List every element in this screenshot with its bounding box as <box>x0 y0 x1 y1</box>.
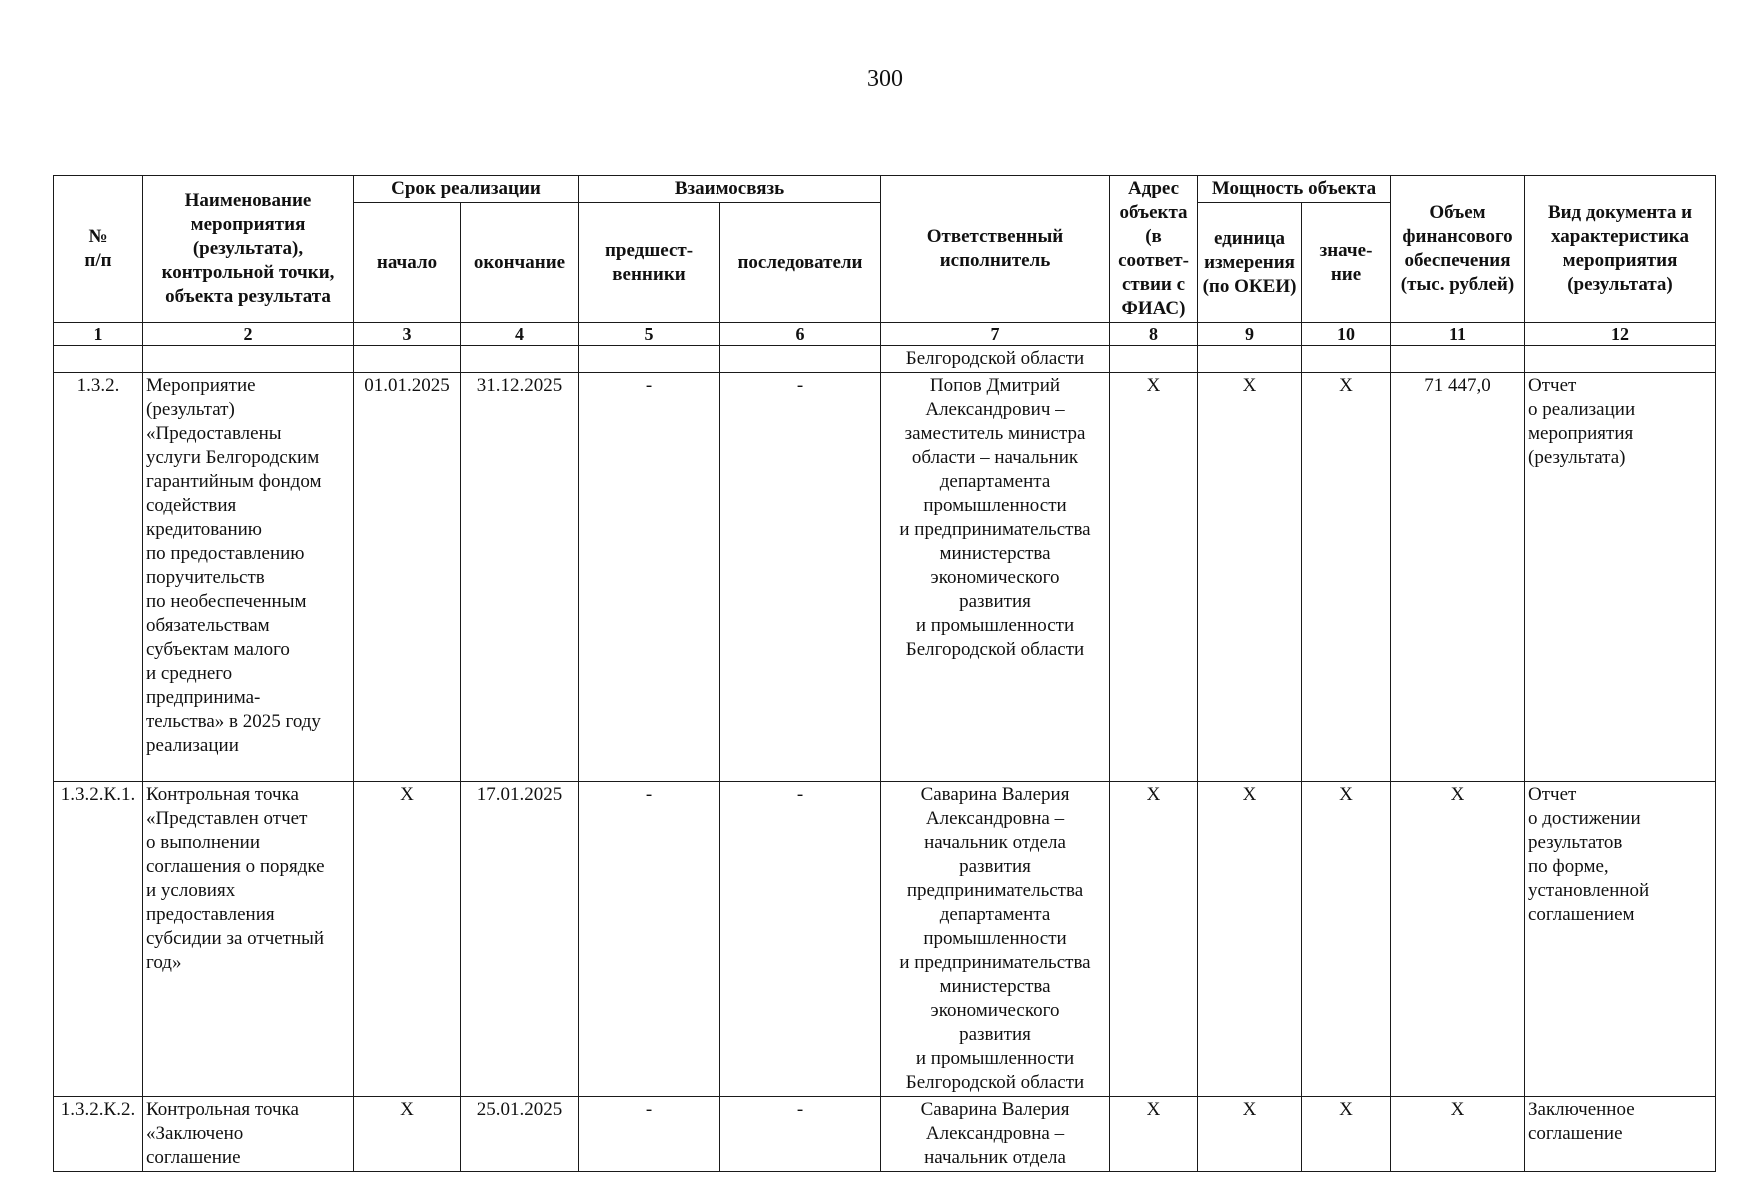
header-row-top <box>54 176 1716 203</box>
column-number: 7 <box>881 323 1110 346</box>
header-address: Адрес объекта (в соответ-ствии с ФИАС) <box>1110 176 1198 323</box>
row-responsible: Саварина Валерия Александровна – начальник отдела развития предпринимательства департамента промышленности и предпринимательства министерства экономического развития и промышленности Белгородской области <box>881 782 1110 1097</box>
row-predecessors: - <box>579 782 720 1097</box>
header-predecessors: предшест- венники <box>579 203 720 323</box>
row-finance: 71 447,0 <box>1391 373 1525 782</box>
row-doc-type: Отчет о достижении результатов по форме, установленной соглашением <box>1525 782 1716 1097</box>
table-row <box>54 373 1716 782</box>
row-address: X <box>1110 782 1198 1097</box>
table-row <box>54 782 1716 1097</box>
header-finance: Объем финансового обеспечения (тыс. рублей) <box>1391 176 1525 323</box>
row-name: Контрольная точка «Представлен отчет о выполнении соглашения о порядке и условиях предоставления субсидии за отчетный год» <box>143 782 354 1097</box>
row-successors: - <box>720 373 881 782</box>
row-start: 01.01.2025 <box>354 373 461 782</box>
column-number-row <box>54 323 1716 346</box>
header-link-group: Взаимосвязь <box>579 176 881 203</box>
header-successors: последователи <box>720 203 881 323</box>
column-number: 10 <box>1302 323 1391 346</box>
column-number: 8 <box>1110 323 1198 346</box>
continuation-row <box>54 346 1716 373</box>
row-successors: - <box>720 1097 881 1172</box>
row-responsible: Попов Дмитрий Александрович – заместитель министра области – начальник департамента промышленности и предпринимательства министерства экономического развития и промышленности Белгородской области <box>881 373 1110 782</box>
row-value: X <box>1302 782 1391 1097</box>
column-number: 2 <box>143 323 354 346</box>
header-num: № п/п <box>54 176 143 323</box>
header-term-group: Срок реализации <box>354 176 579 203</box>
row-address: X <box>1110 373 1198 782</box>
row-num: 1.3.2.К.1. <box>54 782 143 1097</box>
column-number: 9 <box>1198 323 1302 346</box>
row-address: X <box>1110 1097 1198 1172</box>
header-end: окончание <box>461 203 579 323</box>
row-responsible: Саварина Валерия Александровна – начальник отдела <box>881 1097 1110 1172</box>
column-number: 4 <box>461 323 579 346</box>
column-number: 1 <box>54 323 143 346</box>
row-start: X <box>354 1097 461 1172</box>
continuation-responsible: Белгородской области <box>881 346 1110 373</box>
row-start: X <box>354 782 461 1097</box>
row-value: X <box>1302 373 1391 782</box>
row-predecessors: - <box>579 373 720 782</box>
row-end: 31.12.2025 <box>461 373 579 782</box>
plan-table <box>53 175 1716 1172</box>
column-number: 3 <box>354 323 461 346</box>
row-finance: X <box>1391 1097 1525 1172</box>
row-name: Мероприятие (результат) «Предоставлены услуги Белгородским гарантийным фондом содействия кредитованию по предоставлению поручительств по необеспеченным обязательствам субъектам малого и среднего предпринима- тельства» в 2025 году реализации <box>143 373 354 782</box>
header-start: начало <box>354 203 461 323</box>
column-number: 5 <box>579 323 720 346</box>
header-doc-type: Вид документа и характеристика мероприятия (результата) <box>1525 176 1716 323</box>
row-successors: - <box>720 782 881 1097</box>
row-doc-type: Отчет о реализации мероприятия (результата) <box>1525 373 1716 782</box>
row-finance: X <box>1391 782 1525 1097</box>
row-num: 1.3.2. <box>54 373 143 782</box>
row-value: X <box>1302 1097 1391 1172</box>
column-number: 6 <box>720 323 881 346</box>
row-num: 1.3.2.К.2. <box>54 1097 143 1172</box>
row-unit: X <box>1198 1097 1302 1172</box>
row-end: 17.01.2025 <box>461 782 579 1097</box>
row-unit: X <box>1198 782 1302 1097</box>
column-number: 12 <box>1525 323 1716 346</box>
table-row <box>54 1097 1716 1172</box>
row-end: 25.01.2025 <box>461 1097 579 1172</box>
header-responsible: Ответственный исполнитель <box>881 176 1110 323</box>
header-value: значе- ние <box>1302 203 1391 323</box>
column-number: 11 <box>1391 323 1525 346</box>
page-number: 300 <box>867 66 903 92</box>
row-doc-type: Заключенное соглашение <box>1525 1097 1716 1172</box>
row-predecessors: - <box>579 1097 720 1172</box>
row-name: Контрольная точка «Заключено соглашение <box>143 1097 354 1172</box>
header-name: Наименование мероприятия (результата), контрольной точки, объекта результата <box>143 176 354 323</box>
header-capacity-group: Мощность объекта <box>1198 176 1391 203</box>
header-unit: единица измерения (по ОКЕИ) <box>1198 203 1302 323</box>
row-unit: X <box>1198 373 1302 782</box>
